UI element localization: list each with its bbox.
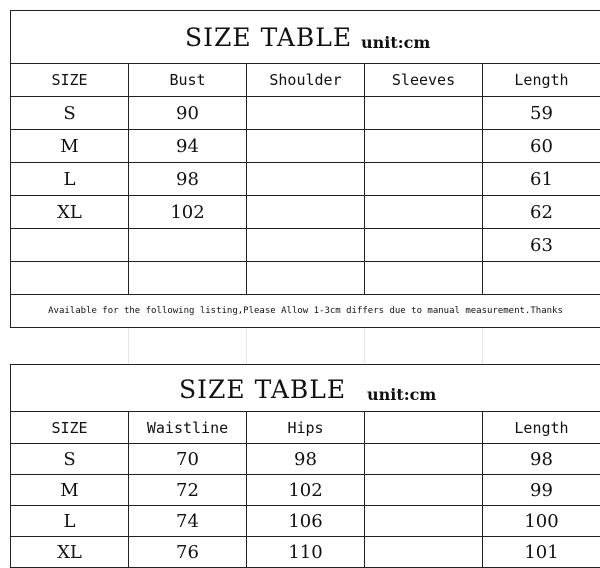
size-cell <box>11 229 129 262</box>
unit-label: unit:cm <box>361 33 430 52</box>
value-cell: 100 <box>483 506 600 537</box>
title-row <box>10 364 600 411</box>
value-cell: 98 <box>129 163 247 196</box>
faint-divider <box>364 328 365 364</box>
faint-divider <box>128 328 129 364</box>
table-row <box>11 475 600 506</box>
header-cell: Bust <box>129 64 247 97</box>
value-cell: 62 <box>483 196 600 229</box>
header-cell: SIZE <box>11 64 129 97</box>
value-cell: 101 <box>483 537 600 568</box>
value-cell: 98 <box>483 444 600 475</box>
header-cell <box>365 412 483 444</box>
value-cell <box>365 444 483 475</box>
value-cell <box>129 229 247 262</box>
value-cell: 60 <box>483 130 600 163</box>
value-cell: 98 <box>247 444 365 475</box>
value-cell <box>247 262 365 295</box>
value-cell: 90 <box>129 97 247 130</box>
faint-divider <box>246 328 247 364</box>
value-cell <box>247 229 365 262</box>
value-cell <box>365 229 483 262</box>
size-cell: S <box>11 97 129 130</box>
size-cell: M <box>11 475 129 506</box>
size-table-top <box>10 10 600 328</box>
value-cell <box>483 262 600 295</box>
value-cell: 74 <box>129 506 247 537</box>
value-cell: 63 <box>483 229 600 262</box>
unit-label: unit:cm <box>367 385 436 404</box>
value-cell <box>129 262 247 295</box>
header-cell: Length <box>483 64 600 97</box>
value-cell <box>365 196 483 229</box>
value-cell <box>365 97 483 130</box>
header-cell: Hips <box>247 412 365 444</box>
title-row <box>10 10 600 63</box>
size-cell <box>11 262 129 295</box>
value-cell: 94 <box>129 130 247 163</box>
header-cell: Length <box>483 412 600 444</box>
value-cell: 72 <box>129 475 247 506</box>
value-cell: 106 <box>247 506 365 537</box>
header-row <box>11 64 600 97</box>
table-title: SIZE TABLE <box>185 23 352 52</box>
table-row <box>11 196 600 229</box>
value-cell: 59 <box>483 97 600 130</box>
header-cell: Waistline <box>129 412 247 444</box>
size-cell: L <box>11 506 129 537</box>
value-cell: 102 <box>129 196 247 229</box>
table-row <box>11 163 600 196</box>
value-cell: 110 <box>247 537 365 568</box>
value-cell: 99 <box>483 475 600 506</box>
table-row <box>11 229 600 262</box>
header-cell: Sleeves <box>365 64 483 97</box>
value-cell <box>247 97 365 130</box>
table-row <box>11 537 600 568</box>
value-cell <box>365 506 483 537</box>
header-cell: Shoulder <box>247 64 365 97</box>
value-cell: 76 <box>129 537 247 568</box>
header-cell: SIZE <box>11 412 129 444</box>
note-row <box>11 295 600 328</box>
table-gap <box>10 328 600 364</box>
table-row <box>11 506 600 537</box>
table-row <box>11 130 600 163</box>
value-cell <box>365 537 483 568</box>
table-row <box>11 444 600 475</box>
size-cell: XL <box>11 196 129 229</box>
size-grid <box>10 411 600 568</box>
size-cell: L <box>11 163 129 196</box>
table-title: SIZE TABLE <box>179 375 346 404</box>
size-cell: S <box>11 444 129 475</box>
value-cell: 70 <box>129 444 247 475</box>
value-cell: 61 <box>483 163 600 196</box>
value-cell <box>365 130 483 163</box>
value-cell: 102 <box>247 475 365 506</box>
measurement-note: Available for the following listing,Please Allow 1-3cm differs due to manual measurement.Thanks <box>11 295 600 328</box>
faint-divider <box>482 328 483 364</box>
value-cell <box>247 130 365 163</box>
value-cell <box>365 262 483 295</box>
value-cell <box>247 196 365 229</box>
size-table-bottom <box>10 364 600 568</box>
size-grid <box>10 63 600 328</box>
header-row <box>11 412 600 444</box>
size-cell: M <box>11 130 129 163</box>
value-cell <box>365 475 483 506</box>
size-cell: XL <box>11 537 129 568</box>
value-cell <box>365 163 483 196</box>
table-row <box>11 262 600 295</box>
value-cell <box>247 163 365 196</box>
table-row <box>11 97 600 130</box>
